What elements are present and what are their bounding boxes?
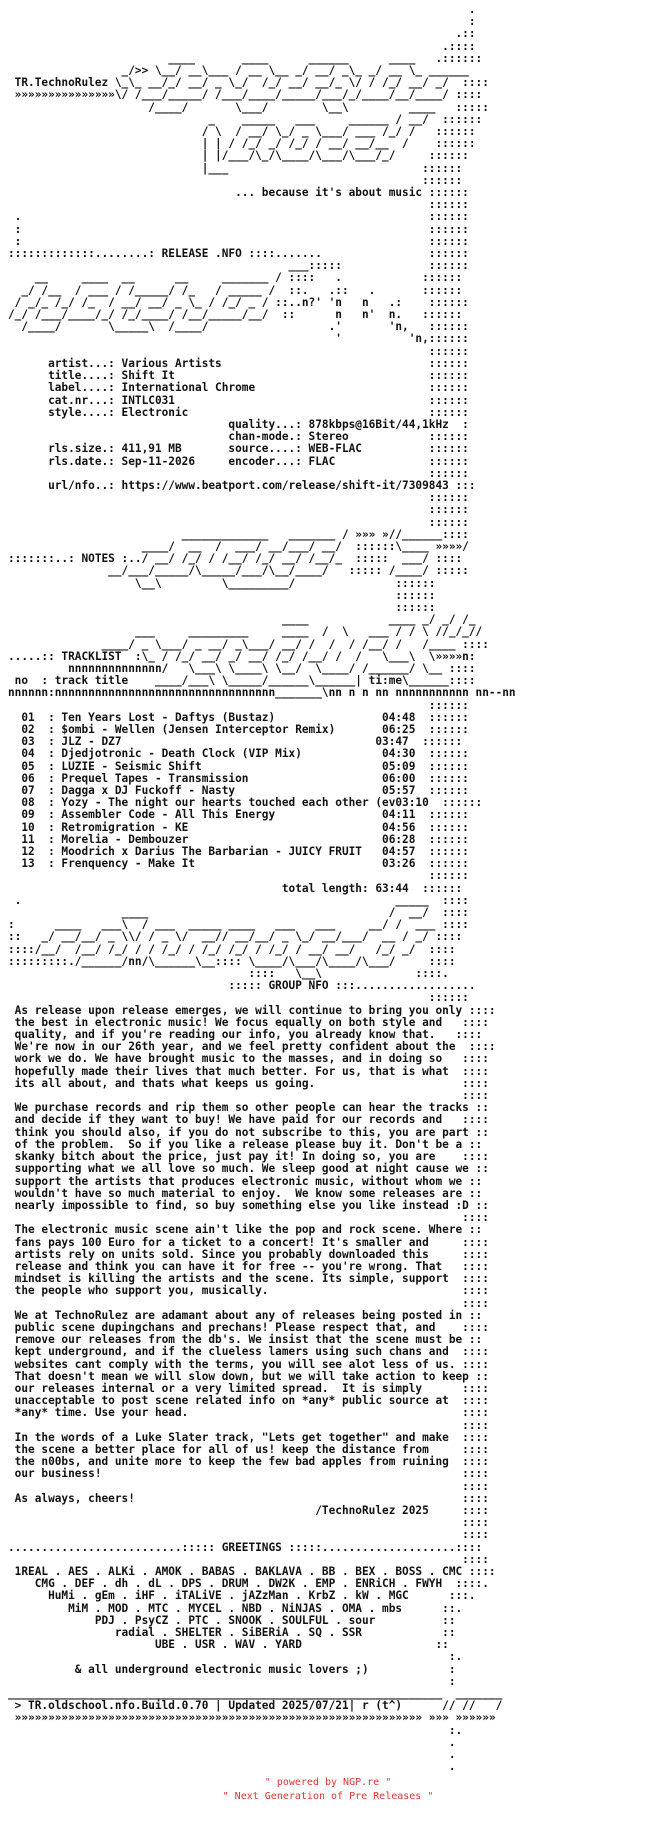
nfo-line: supporting what we all love so much. We sleep good at night cause we :: (8, 1162, 489, 1176)
nfo-line: We at TechnoRulez are adamant about any of releases being posted in :: (8, 1308, 483, 1322)
nfo-line: »»»»»»»»»»»»»»»\/ /___/_____/ /___/____/_____/___/_/____/__/____/ :::: (8, 88, 483, 102)
nfo-line: 03 : JLZ - DZ7 03:47 :::::: (8, 735, 463, 749)
nfo-line: 13 : Frenquency - Make It 03:26 :::::: (8, 857, 469, 871)
nfo-line: :::: \__\ ::::. (8, 967, 449, 981)
nfo-line: : (8, 15, 476, 29)
nfo-line: :::::: (8, 503, 469, 517)
nfo-line: 1REAL . AES . ALKi . AMOK . BABAS . BAKLAVA . BB . BEX . BOSS . CMC :::: (8, 1565, 496, 1578)
nfo-line: : :::::: (8, 222, 469, 236)
nfo-line: . (8, 1748, 456, 1762)
nfo-line: & all underground electronic music lovers ;) : (8, 1662, 456, 1676)
nfo-line: style....: Electronic :::::: (8, 405, 469, 419)
nfo-line: 07 : Dagga x DJ Fuckoff - Nasty 05:57 :::::: (8, 784, 469, 797)
nfo-line: work we do. We have brought music to the masses, and in doing so :::: (8, 1052, 489, 1066)
nfo-line: In the words of a Luke Slater track, "Lets get together" and make :::: (8, 1430, 489, 1444)
nfo-line: ::::/__/ /__/ /_/ / / /_/ / /_/ /_/ / /_/ / __/ __/ /_/ _/ :::: (8, 942, 456, 956)
nfo-line: \__\ \_________/ :::::: (8, 576, 436, 590)
nfo-line: / \ / __/ \_/ _ \___/ ___ /_/ / :::::: (8, 125, 476, 139)
nfo-line: chan-mode.: Stereo :::::: (8, 430, 469, 444)
nfo-line: rls.size.: 411,91 MB source....: WEB-FLAC :::::: (8, 442, 469, 456)
nfo-line: . (8, 1735, 456, 1749)
nfo-line: support the artists that produces electronic music, without whom we :: (8, 1174, 483, 1188)
nfo-line: :::: (8, 1418, 489, 1432)
nfo-line: :: _/ __/__/ _ \\/ / _ \/ __// __/__/ _ \_/ __/___/ __ / _/ :::: (8, 930, 463, 944)
nfo-line: ____/ __ / ___/ __/___/ __/ ::::::\____ »»»»/ (8, 539, 469, 553)
nfo-line: skanky bitch about the price, just pay it! In doing so, you are :::: (8, 1150, 489, 1164)
nfo-line: :::::: (8, 698, 469, 712)
nfo-line: :::::: (8, 466, 469, 480)
nfo-line: :::: (8, 1552, 489, 1566)
nfo-line: _________________________________________________________________ _______ (8, 1687, 503, 1701)
nfo-line: : ____ ___\ / ___ _____ ____ ___ ___ __/ / ___ :::: (8, 918, 469, 932)
nfo-line: . (8, 3, 476, 16)
nfo-line: :::: (8, 1528, 489, 1542)
nfo-line: unacceptable to post scene related info on *any* public source at :::: (8, 1394, 489, 1408)
nfo-line: artists rely on units sold. Since you probably downloaded this :::: (8, 1247, 489, 1261)
nfo-line: :. (8, 1650, 463, 1664)
nfo-line: 06 : Prequel Tapes - Transmission 06:00 :::::: (8, 771, 469, 785)
nfo-line: ... because it's about music :::::: (8, 186, 469, 200)
nfo-line: websites cant comply with the terms, you will see alot less of us. :::: (8, 1357, 489, 1371)
nfo-line: MiM . MOD . MTC . MYCEL . NBD . NiNJAS . OMA . mbs ::. (8, 1601, 463, 1615)
nfo-line: UBE . USR . WAV . YARD :: (8, 1638, 449, 1652)
nfo-line: ' 'n,:::::: (8, 332, 469, 346)
nfo-line: ____ ____ ______ ____ .:::::: (8, 51, 483, 65)
nfo-line: :::: (8, 1479, 489, 1493)
nfo-line: As release upon release emerges, we will continue to bring you only :::: (8, 1003, 496, 1017)
nfo-line: ___::::: :::::: (8, 259, 469, 273)
nfo-line: cat.nr...: INTLC031 :::::: (8, 393, 469, 407)
nfo-line: :. (8, 1723, 463, 1737)
nfo-line: _/ /__ / ___ / /_____/ /_ / _____ / ::. .:: . :::::: (8, 283, 463, 297)
nfo-line: ____/ _ \___/ _ __/ _\___/ __/ / / / /__/ / /____ :::: (8, 637, 489, 651)
nfo-line: :::::: (8, 198, 469, 212)
nfo-line: : (8, 1674, 456, 1688)
nfo-line: nnnnnn:nnnnnnnnnnnnnnnnnnnnnnnnnnnnnnnnn_______\nn n n nn nnnnnnnnnnn nn--nn (8, 686, 516, 700)
nfo-line: public scene dupingchans and prechans! Please respect that, and :::: (8, 1320, 489, 1334)
nfo-line: our releases internal or a very limited spread. It is simply :::: (8, 1381, 489, 1395)
nfo-line: nnnnnnnnnnnnnn/ \___\ \____\ \__/ \____/ /______/ \__ :::: (8, 661, 476, 675)
nfo-line: _/>> \__/ __\___ / __ \__ _/ __/ _\_ _/ __ \_ ______ (8, 64, 469, 78)
nfo-line: :::::: (8, 173, 463, 187)
nfo-line: .:::: (8, 39, 476, 53)
nfo-line: and decide if they want to buy! We have paid for our records and :::: (8, 1113, 489, 1127)
nfo-line: . _____ :::: (8, 893, 469, 907)
footer-tagline: " Next Generation of Pre Releases " (222, 1791, 434, 1802)
nfo-line: :::: (8, 1296, 489, 1310)
nfo-line: > TR.oldschool.nfo.Build.0.70 | Updated 2025/07/21| r (t^) // // / (8, 1699, 503, 1713)
nfo-line: our business! :::: (8, 1467, 489, 1481)
nfo-line: . (8, 1760, 456, 1774)
nfo-line: .:: (8, 27, 476, 41)
nfo-line: :::::::::./______/nn/\______\__:::: \____/\___/\____/\___/ :::: (8, 954, 456, 968)
nfo-line: /_/ /___/____/_/ /_/____/ /__/_____/__/ :: n n' n. :::::: (8, 308, 463, 322)
nfo-line: __/___/_____/\_____/___/\__/____/ ::::: /____/ ::::: (8, 564, 469, 578)
nfo-line: We purchase records and rip them so other people can hear the tracks :: (8, 1101, 489, 1115)
nfo-line: :::: (8, 1516, 489, 1530)
nfo-line: /____/ \___/ \__\ ____ ::::: (8, 100, 489, 114)
nfo-line: :::::: (8, 491, 469, 505)
nfo-line: /TechnoRulez 2025 :::: (8, 1503, 489, 1517)
nfo-line: ____ ____ _/ _/ /_ (8, 613, 476, 627)
nfo-line: no : track title ____/___\ \_____/______\______| ti:me\______:::: (8, 674, 476, 688)
nfo-line: :::::: (8, 869, 469, 883)
nfo-line: the scene a better place for all of us! keep the distance from :::: (8, 1442, 489, 1456)
nfo-line: of the problem. So if you like a release please buy it. Don't be a :: (8, 1137, 483, 1151)
nfo-line: |___ :::::: (8, 161, 463, 175)
nfo-line: ___ _________ ____ / \ ___ / / \ //_/_// (8, 625, 483, 639)
nfo-line: HuMi . gEm . iHF . iTALiVE . jAZzMan . KrbZ . kW . MGC :::. (8, 1589, 476, 1603)
nfo-line: the people who support you, musically. :::: (8, 1284, 489, 1298)
nfo-line: fans pays 100 Euro for a ticket to a concert! It's smaller and :::: (8, 1235, 489, 1249)
nfo-line: :::::: (8, 600, 436, 614)
nfo-line: hopefully made their lives that much better. For us, that is what :::: (8, 1064, 489, 1078)
nfo-line: . :::::: (8, 210, 469, 224)
nfo-line: remove our releases from the db's. We insist that the scene must be :: (8, 1333, 483, 1347)
nfo-line: ::::: GROUP NFO :::.................. (8, 979, 476, 993)
nfo-line: :::::::::::::........: RELEASE .NFO ::::....... :::::: (8, 247, 469, 261)
nfo-line: quality...: 878kbps@16Bit/44,1kHz : (8, 417, 469, 431)
nfo-line: 09 : Assembler Code - All This Energy 04:11 :::::: (8, 808, 469, 822)
nfo-line: *any* time. Use your head. :::: (8, 1406, 489, 1420)
nfo-line: total length: 63:44 :::::: (8, 881, 463, 895)
nfo-line: The electronic music scene ain't like the pop and rock scene. Where :: (8, 1223, 483, 1237)
nfo-line: :::::: (8, 344, 469, 358)
nfo-line: its all about, and thats what keeps us going. :::: (8, 1076, 489, 1090)
nfo-line: wouldn't have so much material to enjoy. We know some releases are :: (8, 1186, 483, 1200)
nfo-line: PDJ . PsyCZ . PTC . SNOOK . SOULFUL . sour :: (8, 1613, 456, 1627)
nfo-line: »»»»»»»»»»»»»»»»»»»»»»»»»»»»»»»»»»»»»»»»»»»»»»»»»»»»»»»»»»»»» »»» »»»»»» (8, 1711, 496, 1725)
nfo-line: the best in electronic music! We focus equally on both style and :::: (8, 1015, 489, 1029)
nfo-line: 11 : Morelia - Dembouzer 06:28 :::::: (8, 832, 469, 846)
nfo-line: :::::::..: NOTES :../ __/ /_/ / /__/ /_/ __/ /__/_ ::::: ___/ :::: (8, 552, 463, 566)
nfo-line: rls.date.: Sep-11-2026 encoder...: FLAC :::::: (8, 454, 469, 468)
nfo-line: : :::::: (8, 234, 469, 248)
nfo-line: 04 : Djedjotronic - Death Clock (VIP Mix) 04:30 :::::: (8, 747, 469, 761)
nfo-line: _____________ _______ / »»» »//______:::: (8, 527, 469, 541)
nfo-line: :::: (8, 1089, 489, 1103)
nfo-line: | | / /_/ _/ /_/ / __/ __/__ / :::::: (8, 137, 476, 151)
nfo-line: url/nfo..: https://www.beatport.com/release/shift-it/7309843 ::: (8, 478, 476, 492)
nfo-line: That doesn't mean we will slow down, but we will take action to keep :: (8, 1369, 489, 1383)
nfo-line: kept underground, and if the clueless lamers using such chans and :::: (8, 1345, 489, 1359)
nfo-line: As always, cheers! :::: (8, 1491, 489, 1505)
nfo-line: release and think you can have it for free -- you're wrong. That :::: (8, 1259, 489, 1273)
nfo-line: 02 : $ombi - Wellen (Jensen Interceptor Remix) 06:25 :::::: (8, 722, 469, 736)
nfo-line: /____/ \_____\ /____/ .' 'n, :::::: (8, 320, 469, 334)
nfo-line: quality, and if you're reading our info, you already know that. :::: (8, 1028, 483, 1042)
nfo-line: _ _____ ___ ______ / __/ :::::: (8, 112, 483, 126)
nfo-line: title....: Shift It :::::: (8, 369, 469, 383)
nfo-line: 10 : Retromigration - KE 04:56 :::::: (8, 820, 469, 834)
nfo-line: / _/_ /_/ /_ / __/ __/ _ \_ / /_/ _ / ::..n?' 'n n .: :::::: (8, 295, 469, 309)
nfo-line: ____ / __/ :::: (8, 906, 469, 920)
nfo-line: radial . SHELTER . SiBERiA . SQ . SSR :: (8, 1626, 456, 1640)
nfo-line: mindset is killing the artists and the scene. Its simple, support :::: (8, 1272, 489, 1286)
nfo-text (8, 4, 648, 1773)
nfo-line: 12 : Moodrich x Darius The Barbarian - JUICY FRUIT 04:57 :::::: (8, 845, 469, 859)
nfo-line: CMG . DEF . dh . dL . DPS . DRUM . DW2K . EMP . ENRiCH . FWYH ::::. (8, 1577, 489, 1591)
nfo-line: 01 : Ten Years Lost - Daftys (Bustaz) 04:48 :::::: (8, 710, 469, 724)
nfo-line: 05 : LUZIE - Seismic Shift 05:09 :::::: (8, 759, 469, 773)
nfo-line: think you should also, if you do not subscribe to this, you are part :: (8, 1125, 489, 1139)
nfo-line: | |/___/\_/\____/\___/\___/_/ :::::: (8, 149, 469, 163)
nfo-line: We're now in our 26th year, and we feel pretty confident about the :::: (8, 1040, 496, 1054)
footer-powered-by: " powered by NGP.re " (264, 1777, 392, 1788)
nfo-line: .....:: TRACKLIST :\_ / /_/ __/ _/ __/ /_/ /__/ / / \___\ \»»»»n: (8, 649, 476, 663)
nfo-line: nearly impossible to find, so buy something else you like instead :D :: (8, 1198, 489, 1212)
nfo-line: :::::: (8, 515, 469, 529)
nfo-line: __ ____ __ __ _______ / :::: . :::::: (8, 271, 463, 285)
nfo-line: the n00bs, and unite more to keep the few bad apples from ruining :::: (8, 1455, 489, 1469)
nfo-line: TR.TechnoRulez \_\_ __/_/ __/ _ \_/ /_/ __/ __/_ \/ / /_/ __/ _/ :::: (8, 76, 489, 90)
footer-credits (0, 1776, 656, 1804)
nfo-line: :::: (8, 1211, 489, 1225)
nfo-line: ..........................::::: GREETINGS :::::....................:::: (8, 1540, 483, 1554)
nfo-line: :::::: (8, 991, 469, 1005)
nfo-line: label....: International Chrome :::::: (8, 381, 469, 395)
nfo-line: artist...: Various Artists :::::: (8, 356, 469, 370)
nfo-line: :::::: (8, 588, 436, 602)
nfo-line: 08 : Yozy - The night our hearts touched each other (ev03:10 :::::: (8, 796, 483, 810)
